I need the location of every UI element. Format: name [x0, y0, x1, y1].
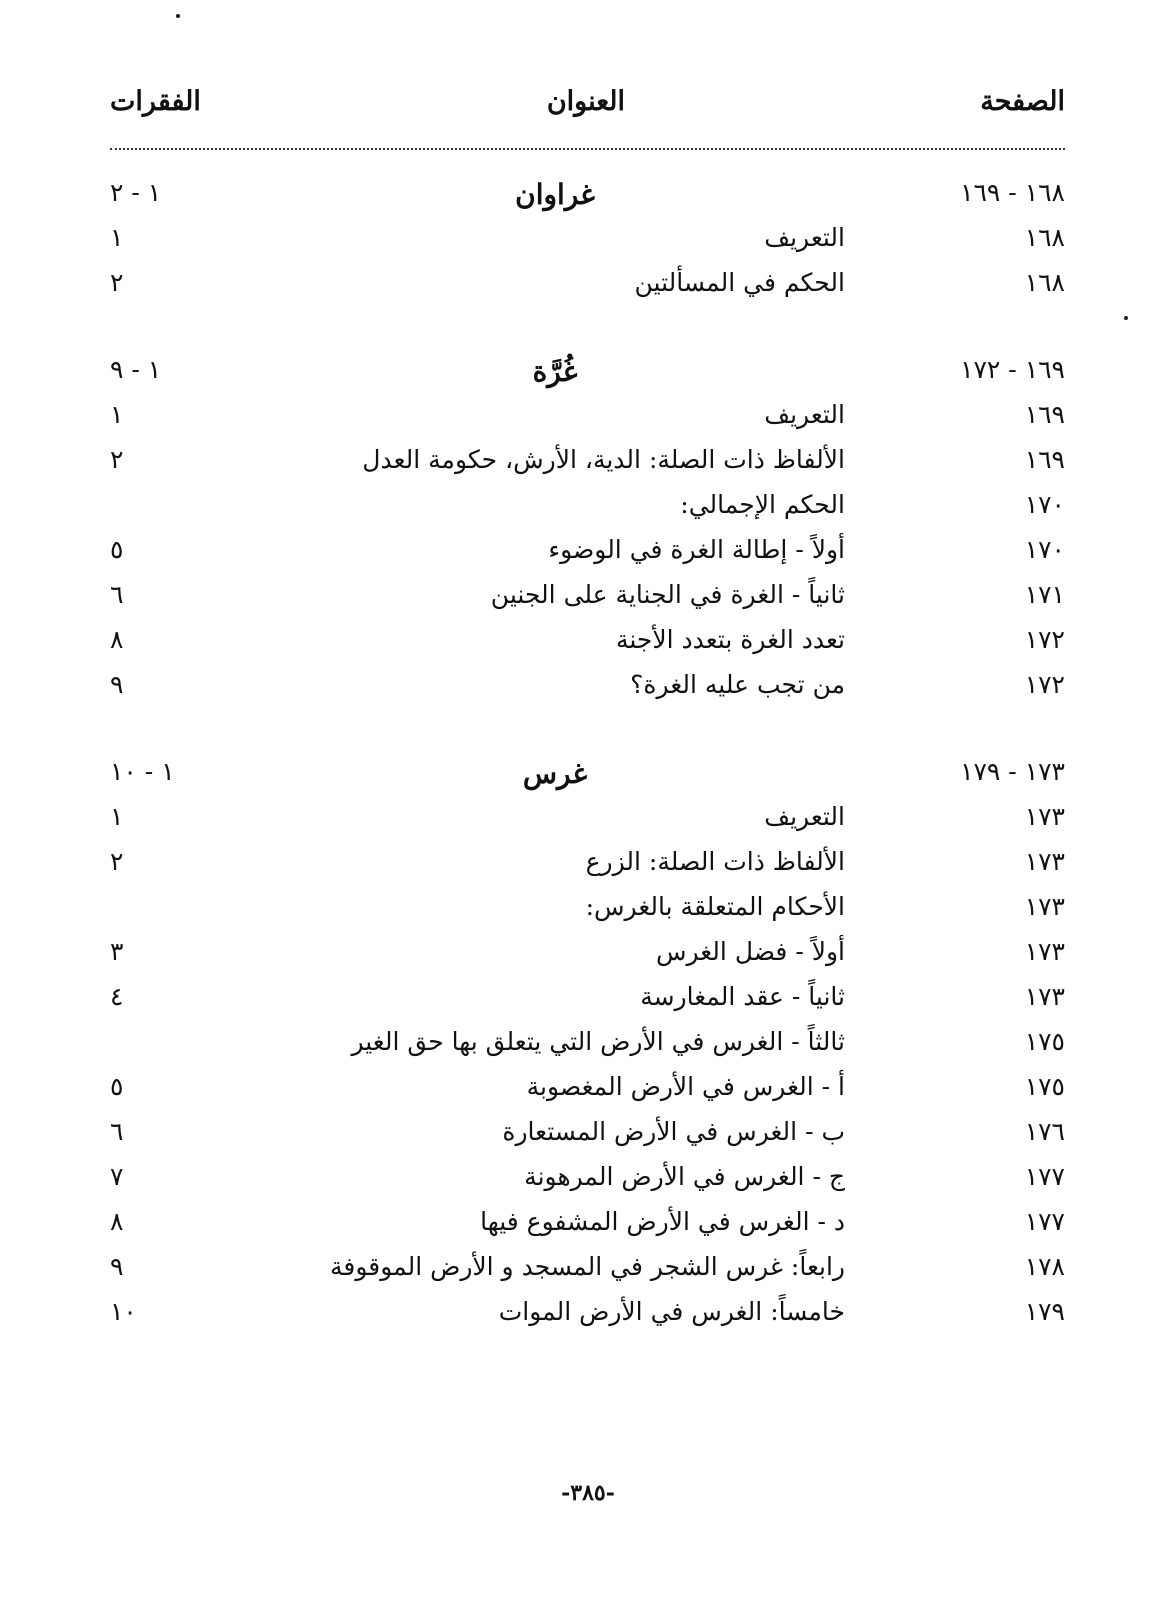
toc-entry-paragraph: ٢ — [110, 847, 124, 876]
toc-entry-title: رابعاً: غرس الشجر في المسجد و الأرض الموقوفة — [330, 1252, 845, 1281]
toc-entry-title: تعدد الغرة بتعدد الأجنة — [615, 625, 845, 654]
toc-entry — [110, 262, 1065, 307]
toc-entry-page: ١٧٥ — [1024, 1027, 1065, 1056]
toc-entry — [110, 796, 1065, 841]
toc-entry-page: ١٧٢ — [1024, 625, 1065, 654]
toc-entry-paragraph: ٧ — [110, 1162, 124, 1191]
toc-entry-page: ١٧٦ — [1024, 1117, 1065, 1146]
toc-entry-paragraph: ٨ — [110, 1207, 124, 1236]
toc-entry-paragraph: ٦ — [110, 580, 124, 609]
toc-entry-page: ١٦٩ — [1024, 445, 1065, 474]
toc-entry — [110, 1201, 1065, 1246]
toc-entry-title: الألفاظ ذات الصلة: الدية، الأرش، حكومة العدل — [362, 445, 845, 474]
toc-entry-page: ١٧٧ — [1024, 1162, 1065, 1191]
toc-entry-paragraph: ١ — [110, 400, 124, 429]
toc-entry — [110, 217, 1065, 262]
toc-entry-title: ج - الغرس في الأرض المرهونة — [524, 1162, 845, 1191]
toc-entry — [110, 976, 1065, 1021]
toc-entry — [110, 484, 1065, 529]
toc-entry-paragraph: ١ — [110, 802, 124, 831]
toc-entry-title: الحكم في المسألتين — [634, 268, 845, 297]
toc-section-title: غراوان — [515, 178, 595, 211]
toc-entry — [110, 619, 1065, 664]
toc-section-heading — [110, 172, 1065, 217]
toc-entry-page: ١٧٥ — [1024, 1072, 1065, 1101]
toc-entry-title: ثالثاً - الغرس في الأرض التي يتعلق بها حق الغير — [351, 1027, 845, 1056]
toc-entry — [110, 1021, 1065, 1066]
toc-entry-paragraph: ٣ — [110, 937, 124, 966]
toc-entry — [110, 1246, 1065, 1291]
toc-entry-page: ١٧٠ — [1024, 535, 1065, 564]
toc-entry-paragraph: ١ — [110, 223, 124, 252]
toc-entry-paragraph: ٩ — [110, 670, 124, 699]
toc-section-title: غُرَّة — [532, 355, 578, 388]
toc-page-range: ١٦٩ - ١٧٢ — [960, 355, 1065, 384]
toc-entry — [110, 931, 1065, 976]
toc-page-range: ١٧٣ - ١٧٩ — [960, 757, 1065, 786]
toc-entry-paragraph: ٥ — [110, 1072, 124, 1101]
header-divider — [110, 148, 1065, 150]
scan-speck — [1124, 316, 1128, 320]
toc-entry — [110, 529, 1065, 574]
scan-speck — [176, 14, 180, 18]
toc-entry-page: ١٧٧ — [1024, 1207, 1065, 1236]
toc-entry-page: ١٦٨ — [1024, 268, 1065, 297]
header-page-label: الصفحة — [980, 86, 1065, 117]
toc-section-heading — [110, 349, 1065, 394]
toc-header — [110, 80, 1065, 130]
toc-entry-paragraph: ١٠ — [110, 1297, 137, 1326]
toc-entry-page: ١٧٣ — [1024, 937, 1065, 966]
toc-section-title: غرس — [522, 757, 588, 790]
toc-entry-page: ١٦٨ — [1024, 223, 1065, 252]
toc-paragraph-range: ١ - ٢ — [110, 178, 162, 207]
header-paragraphs-label: الفقرات — [110, 86, 201, 117]
toc-entry — [110, 439, 1065, 484]
toc-entry-title: ثانياً - عقد المغارسة — [640, 982, 845, 1011]
toc-entry — [110, 1111, 1065, 1156]
toc-entry-title: الألفاظ ذات الصلة: الزرع — [585, 847, 845, 876]
toc-entry-title: الحكم الإجمالي: — [680, 490, 845, 519]
toc-entry-page: ١٦٩ — [1024, 400, 1065, 429]
toc-entry-page: ١٧٨ — [1024, 1252, 1065, 1281]
toc-entry-page: ١٧٠ — [1024, 490, 1065, 519]
toc-entry-paragraph: ٢ — [110, 445, 124, 474]
toc-entry — [110, 1291, 1065, 1336]
toc-entry — [110, 1156, 1065, 1201]
toc-paragraph-range: ١ - ٩ — [110, 355, 162, 384]
toc-entry-title: من تجب عليه الغرة؟ — [630, 670, 845, 699]
toc-entry-paragraph: ٤ — [110, 982, 124, 1011]
toc-entry — [110, 886, 1065, 931]
toc-entry-title: ب - الغرس في الأرض المستعارة — [502, 1117, 845, 1146]
toc-entry — [110, 574, 1065, 619]
toc-paragraph-range: ١ - ١٠ — [110, 757, 175, 786]
toc-entry-paragraph: ٨ — [110, 625, 124, 654]
toc-entry-paragraph: ٢ — [110, 268, 124, 297]
toc-entry — [110, 841, 1065, 886]
toc-entry — [110, 394, 1065, 439]
toc-entry — [110, 664, 1065, 709]
header-title-label: العنوان — [546, 86, 625, 117]
toc-entry-title: أولاً - فضل الغرس — [655, 937, 845, 966]
toc-page-range: ١٦٨ - ١٦٩ — [960, 178, 1065, 207]
toc-entry-paragraph: ٥ — [110, 535, 124, 564]
toc-entry-title: أ - الغرس في الأرض المغصوبة — [526, 1072, 845, 1101]
toc-entry — [110, 1066, 1065, 1111]
page-number: -٣٨٥- — [561, 1480, 615, 1506]
toc-entry-page: ١٧٩ — [1024, 1297, 1065, 1326]
toc-entry-page: ١٧٣ — [1024, 982, 1065, 1011]
toc-section-heading — [110, 751, 1065, 796]
toc-entry-title: الأحكام المتعلقة بالغرس: — [585, 892, 845, 921]
toc-entry-page: ١٧٣ — [1024, 802, 1065, 831]
toc-entry-page: ١٧١ — [1024, 580, 1065, 609]
toc-entry-paragraph: ٩ — [110, 1252, 124, 1281]
toc-entry-page: ١٧٣ — [1024, 892, 1065, 921]
toc-entry-page: ١٧٢ — [1024, 670, 1065, 699]
toc-entry-title: خامساً: الغرس في الأرض الموات — [498, 1297, 845, 1326]
toc-entry-paragraph: ٦ — [110, 1117, 124, 1146]
toc-entry-title: التعريف — [764, 802, 845, 831]
table-of-contents — [110, 172, 1065, 1336]
toc-entry-title: ثانياً - الغرة في الجناية على الجنين — [490, 580, 845, 609]
toc-entry-title: التعريف — [764, 400, 845, 429]
toc-entry-title: التعريف — [764, 223, 845, 252]
toc-entry-title: أولاً - إطالة الغرة في الوضوء — [548, 535, 845, 564]
toc-entry-title: د - الغرس في الأرض المشفوع فيها — [480, 1207, 845, 1236]
toc-entry-page: ١٧٣ — [1024, 847, 1065, 876]
